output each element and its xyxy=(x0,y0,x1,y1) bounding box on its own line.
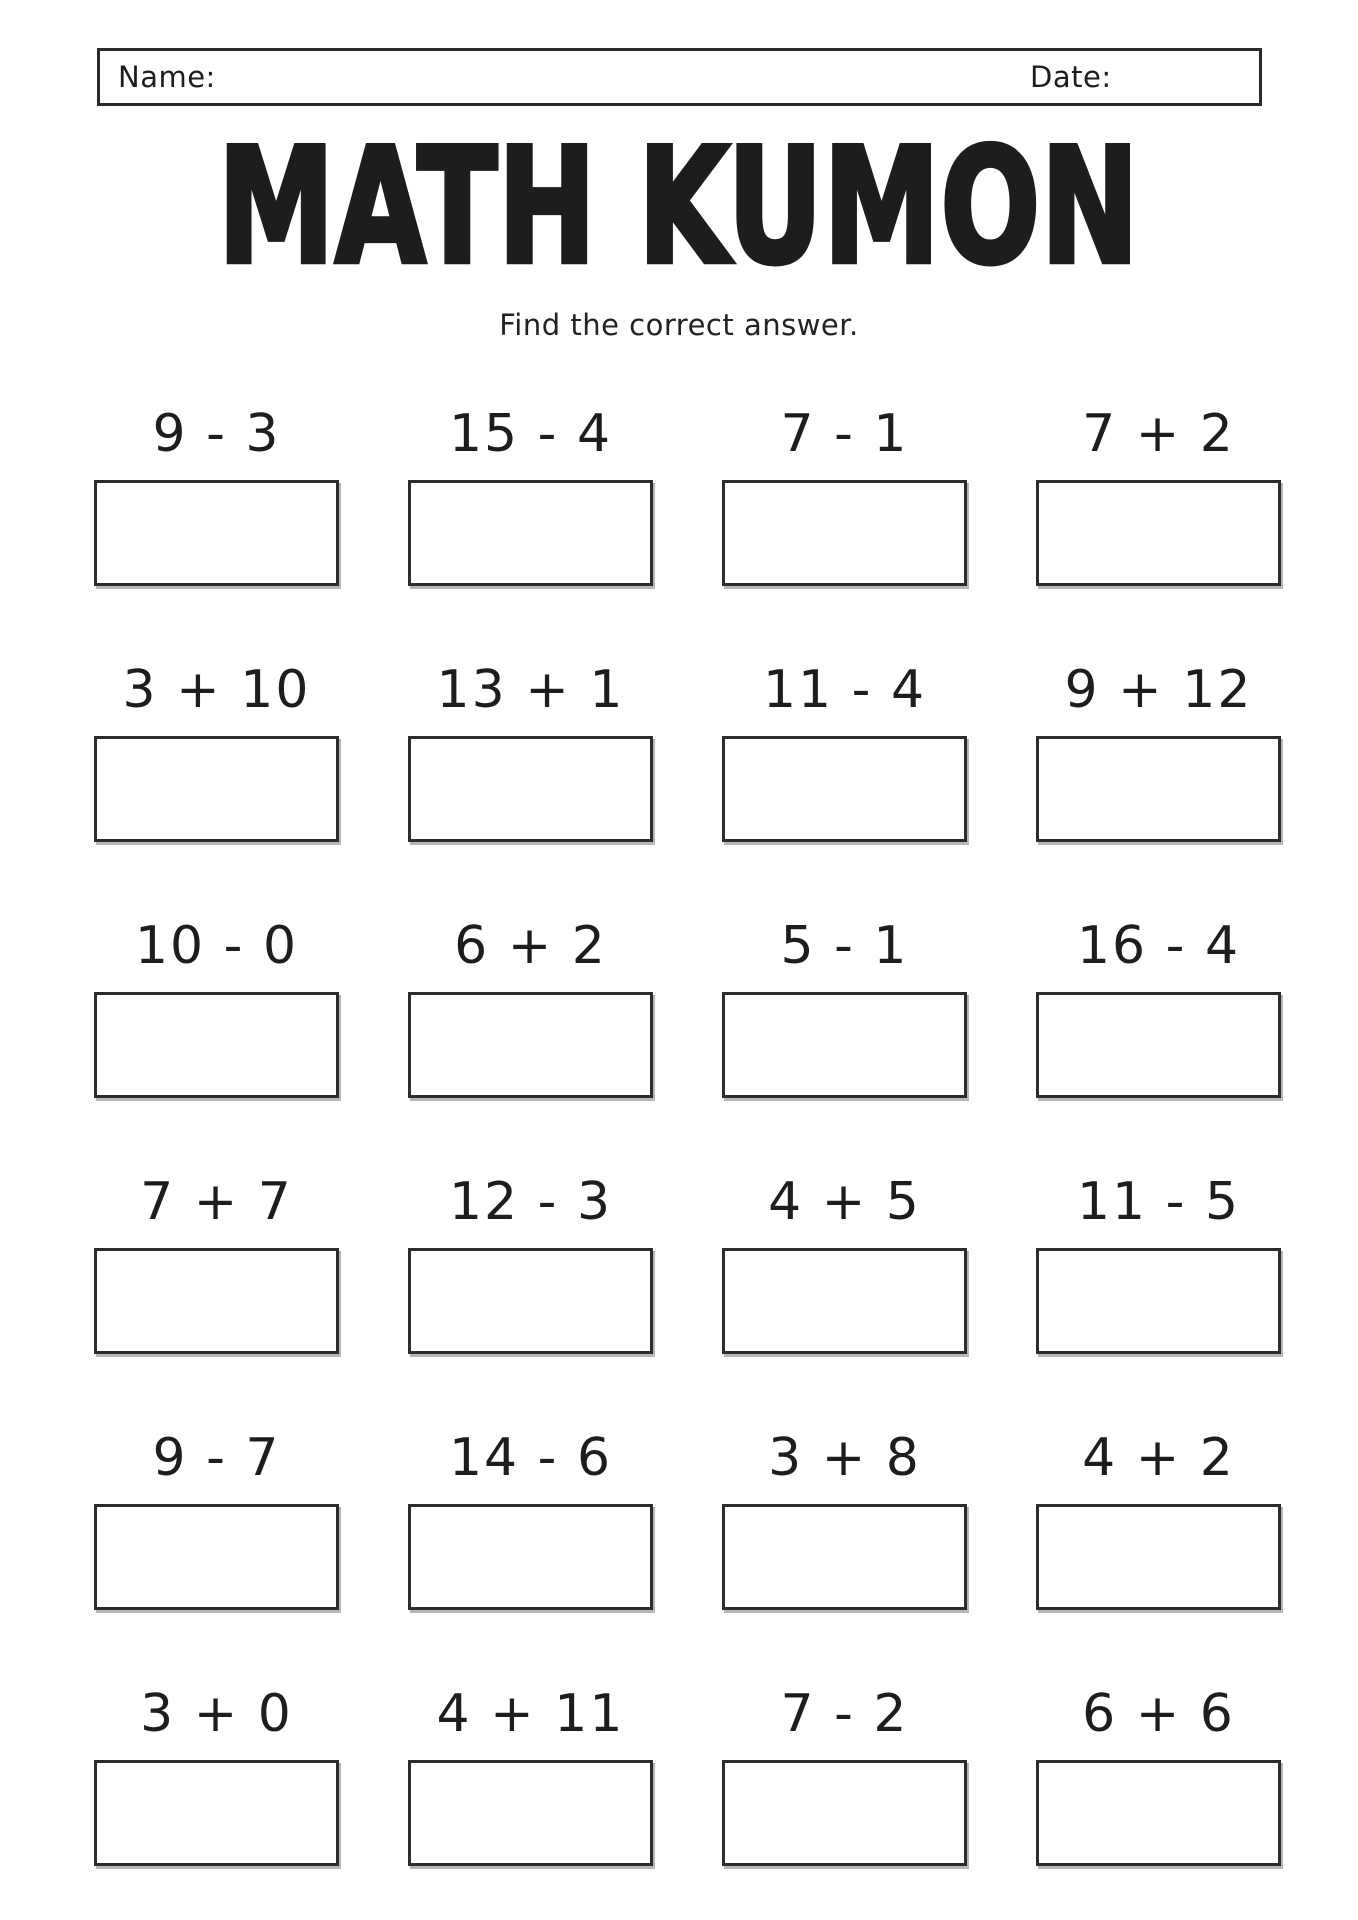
problem-expression: 11 - 4 xyxy=(762,660,927,720)
problem-expression: 13 + 1 xyxy=(436,660,625,720)
problem-cell xyxy=(408,658,653,842)
answer-box[interactable] xyxy=(722,1760,967,1866)
problem-cell xyxy=(1036,1170,1281,1354)
problem-expression: 9 - 7 xyxy=(152,1428,281,1488)
answer-box[interactable] xyxy=(408,992,653,1098)
answer-box[interactable] xyxy=(408,736,653,842)
answer-box[interactable] xyxy=(722,480,967,586)
problem-expression: 7 + 7 xyxy=(140,1172,293,1232)
problem-expression: 3 + 0 xyxy=(140,1684,293,1744)
problem-cell xyxy=(1036,914,1281,1098)
date-label: Date: xyxy=(1030,60,1112,94)
problem-expression: 3 + 8 xyxy=(768,1428,921,1488)
problem-expression: 7 - 2 xyxy=(780,1684,909,1744)
answer-box[interactable] xyxy=(408,1248,653,1354)
answer-box[interactable] xyxy=(1036,1248,1281,1354)
problem-expression: 7 - 1 xyxy=(780,404,909,464)
problem-expression: 10 - 0 xyxy=(134,916,299,976)
problem-expression: 7 + 2 xyxy=(1082,404,1235,464)
problem-cell xyxy=(94,402,339,586)
answer-box[interactable] xyxy=(722,736,967,842)
problem-cell xyxy=(722,1426,967,1610)
problem-cell xyxy=(722,1682,967,1866)
problem-cell xyxy=(408,914,653,1098)
answer-box[interactable] xyxy=(408,480,653,586)
problem-cell xyxy=(722,658,967,842)
problem-expression: 6 + 6 xyxy=(1082,1684,1235,1744)
answer-box[interactable] xyxy=(722,1504,967,1610)
problem-expression: 9 - 3 xyxy=(152,404,281,464)
problem-cell xyxy=(1036,402,1281,586)
answer-box[interactable] xyxy=(94,992,339,1098)
problem-expression: 9 + 12 xyxy=(1064,660,1253,720)
problem-expression: 12 - 3 xyxy=(448,1172,613,1232)
answer-box[interactable] xyxy=(722,1248,967,1354)
problems-grid xyxy=(94,402,1281,1866)
problem-cell xyxy=(94,1682,339,1866)
answer-box[interactable] xyxy=(722,992,967,1098)
answer-box[interactable] xyxy=(1036,1504,1281,1610)
problem-cell xyxy=(408,402,653,586)
problem-cell xyxy=(94,1426,339,1610)
title-wrap xyxy=(0,115,1358,300)
answer-box[interactable] xyxy=(408,1760,653,1866)
problem-cell xyxy=(94,1170,339,1354)
worksheet-title: MATH KUMON xyxy=(218,115,1140,300)
problem-expression: 5 - 1 xyxy=(780,916,909,976)
problem-cell xyxy=(1036,1426,1281,1610)
problem-cell xyxy=(1036,1682,1281,1866)
instructions-text: Find the correct answer. xyxy=(499,308,859,342)
answer-box[interactable] xyxy=(94,736,339,842)
problem-expression: 3 + 10 xyxy=(122,660,311,720)
answer-box[interactable] xyxy=(94,1760,339,1866)
problem-cell xyxy=(722,402,967,586)
answer-box[interactable] xyxy=(1036,992,1281,1098)
answer-box[interactable] xyxy=(1036,736,1281,842)
name-date-header-box xyxy=(97,48,1262,106)
problem-expression: 6 + 2 xyxy=(454,916,607,976)
name-label: Name: xyxy=(118,60,216,94)
answer-box[interactable] xyxy=(408,1504,653,1610)
answer-box[interactable] xyxy=(94,480,339,586)
problem-expression: 4 + 11 xyxy=(436,1684,625,1744)
problem-cell xyxy=(1036,658,1281,842)
problem-cell xyxy=(408,1426,653,1610)
problem-cell xyxy=(408,1170,653,1354)
problem-cell xyxy=(722,1170,967,1354)
problem-expression: 4 + 2 xyxy=(1082,1428,1235,1488)
answer-box[interactable] xyxy=(1036,1760,1281,1866)
problem-expression: 16 - 4 xyxy=(1076,916,1241,976)
problem-expression: 15 - 4 xyxy=(448,404,613,464)
problem-cell xyxy=(722,914,967,1098)
problem-expression: 11 - 5 xyxy=(1076,1172,1241,1232)
answer-box[interactable] xyxy=(94,1248,339,1354)
problem-cell xyxy=(94,914,339,1098)
problem-cell xyxy=(94,658,339,842)
problem-expression: 14 - 6 xyxy=(448,1428,613,1488)
answer-box[interactable] xyxy=(94,1504,339,1610)
problem-cell xyxy=(408,1682,653,1866)
problem-expression: 4 + 5 xyxy=(768,1172,921,1232)
answer-box[interactable] xyxy=(1036,480,1281,586)
